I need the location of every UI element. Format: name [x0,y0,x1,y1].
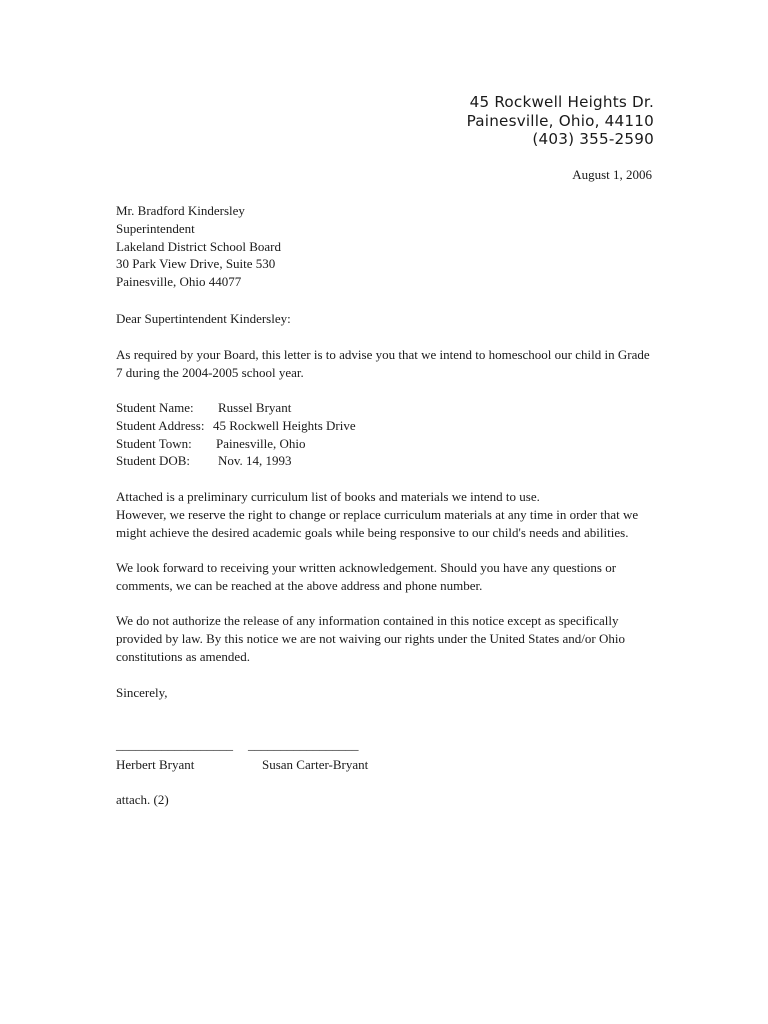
student-name-row [116,399,656,417]
signer-susan-name: Susan Carter-Bryant [262,757,369,772]
letter-date: August 1, 2006 [572,167,652,182]
sender-street: 45 Rockwell Heights Dr. [469,93,654,111]
paragraph-line: As required by your Board, this letter is to advise you that we intend to homeschool our child in Grade [116,347,650,362]
paragraph-line: Attached is a preliminary curriculum list of books and materials we intend to use. [116,489,540,504]
recipient-name: Mr. Bradford Kindersley [116,203,245,218]
student-dob-value: Nov. 14, 1993 [218,453,292,469]
paragraph-line: 7 during the 2004-2005 school year. [116,364,304,380]
paragraph-curriculum [116,488,656,541]
paragraph-intent [116,346,656,382]
recipient-organization: Lakeland District School Board [116,238,281,254]
signature-lines [116,736,656,754]
student-info-block [116,399,656,470]
sender-city: Painesville, Ohio, 44110 [466,111,654,130]
paragraph-line: We look forward to receiving your written acknowledgement. Should you have any questions or [116,560,617,575]
student-dob-row [116,452,656,470]
paragraph-line: We do not authorize the release of any information contained in this notice except as specifically [116,613,619,628]
student-address-value: 45 Rockwell Heights Drive [213,417,356,433]
paragraph-privacy [116,612,656,665]
recipient-street: 30 Park View Drive, Suite 530 [116,256,276,272]
signature-line-herbert: __________________ [116,737,233,752]
recipient-city: Painesville, Ohio 44077 [116,274,242,290]
sender-address-block [467,93,654,149]
paragraph-line: provided by law. By this notice we are not waiving our rights under the United States and/or Ohio [116,630,625,646]
student-address-label: Student Address: [116,417,205,433]
signature-line-susan: _________________ [248,737,359,752]
student-name-value: Russel Bryant [218,400,292,415]
attachment-note: attach. (2) [116,792,169,807]
salutation: Dear Supertintendent Kindersley: [116,311,291,326]
paragraph-acknowledgement [116,559,656,595]
student-town-value: Painesville, Ohio [216,435,306,451]
paragraph-line: constitutions as amended. [116,648,250,664]
sender-phone: (403) 355-2590 [532,130,654,148]
signer-herbert-name: Herbert Bryant [116,757,195,772]
paragraph-line: comments, we can be reached at the above address and phone number. [116,577,483,593]
student-town-label: Student Town: [116,435,192,451]
paragraph-line: might achieve the desired academic goals while being responsive to our child's needs and abilities. [116,524,629,540]
student-dob-label: Student DOB: [116,453,191,469]
student-name-label: Student Name: [116,400,194,415]
recipient-address-block [116,202,656,291]
signature-names [116,756,656,774]
recipient-title: Superintendent [116,220,195,236]
student-address-row [116,417,656,435]
student-town-row [116,435,656,453]
closing: Sincerely, [116,685,168,700]
paragraph-line: However, we reserve the right to change or replace curriculum materials at any time in order that we [116,506,639,522]
